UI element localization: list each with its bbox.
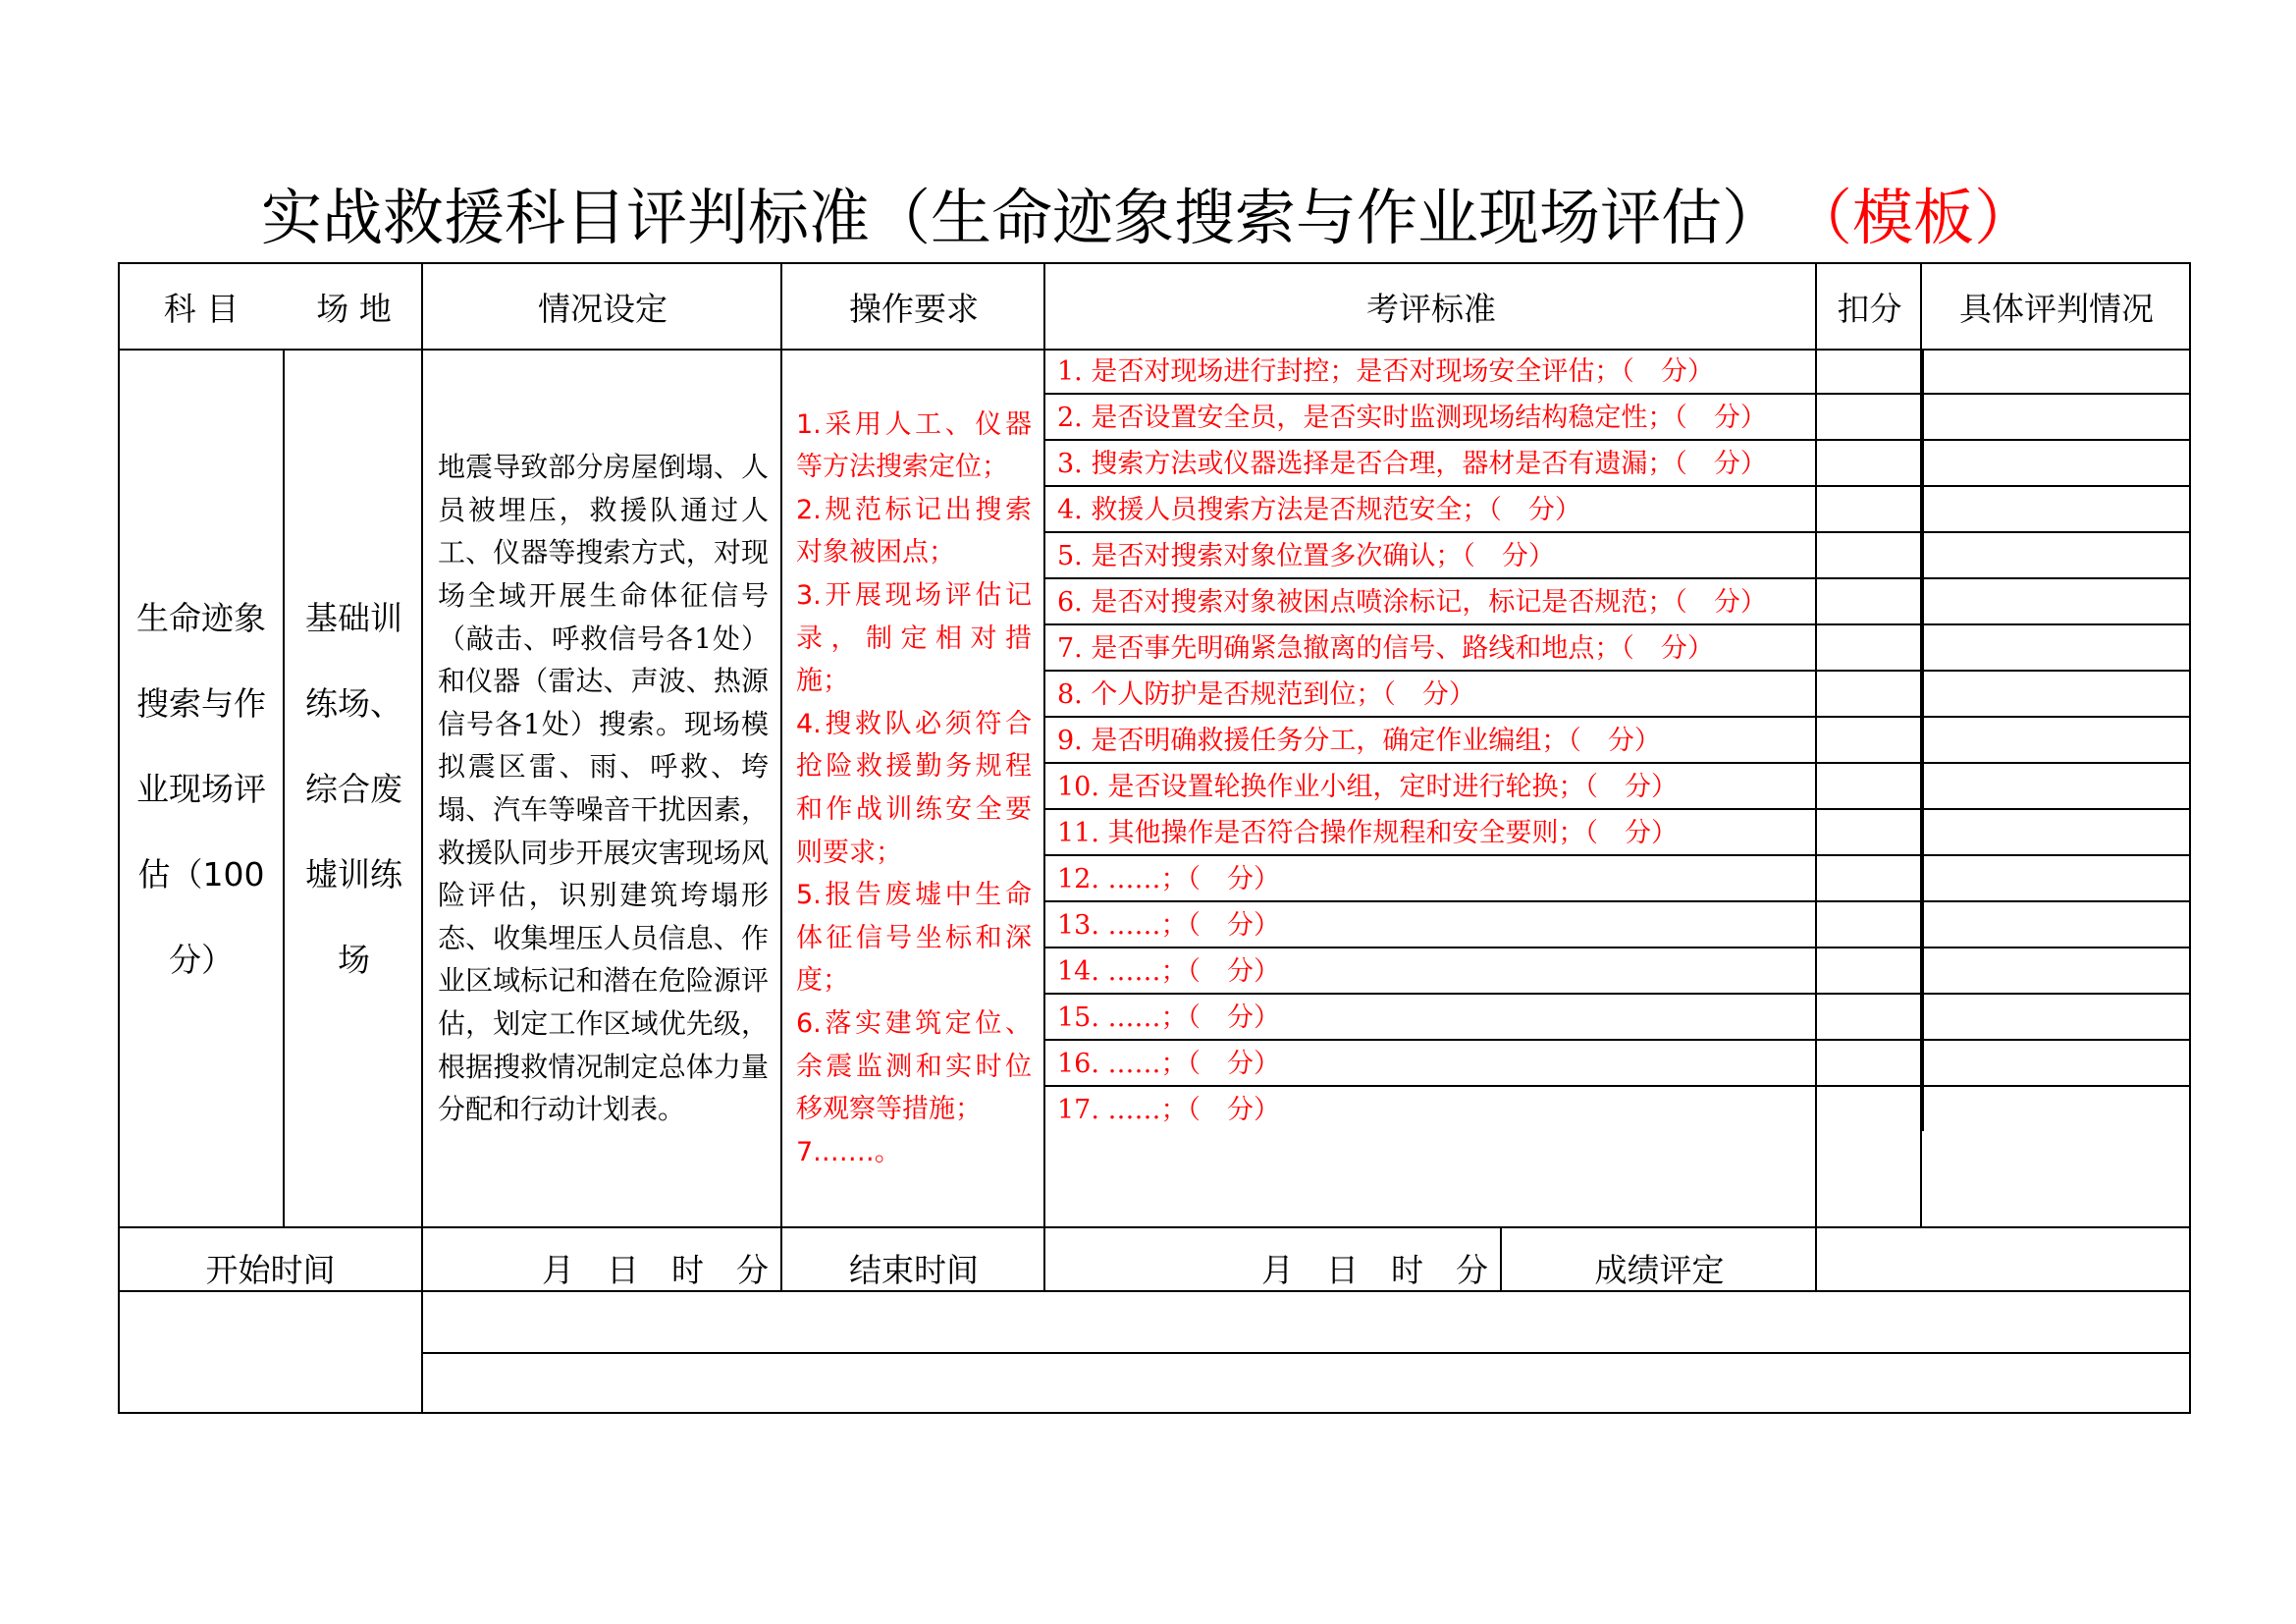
deduct-score-field[interactable] (1815, 948, 1922, 993)
criteria-text: 15. ……；（ 分） (1057, 1002, 1281, 1033)
end-time-field[interactable]: 月 日 时 分 (1261, 1251, 1488, 1289)
document-title (0, 179, 2296, 257)
criteria-row (1043, 672, 2191, 718)
detail-judgement-field[interactable] (1922, 995, 2191, 1039)
criteria-row (1043, 441, 2191, 487)
criteria-text: 2. 是否设置安全员，是否实时监测现场结构稳定性；（ 分） (1057, 403, 1767, 433)
header-deduct: 扣分 (1837, 289, 1902, 328)
criteria-text: 3. 搜索方法或仪器选择是否合理，器材是否有遗漏；（ 分） (1057, 449, 1767, 479)
detail-judgement-field[interactable] (1922, 948, 2191, 993)
operation-text: 1.采用人工、仪器等方法搜索定位； 2.规范标记出搜索对象被困点； 3.开展现场评估记录，制定相对措施； 4.搜救队必须符合抢险救援勤务规程和作战训练安全要则要求； 5.报告废墟中生命体征信号坐标和深度； 6.落实建筑定位、余震监测和实时位移观察等措施； 7.……。 (796, 408, 1032, 1167)
criteria-text: 6. 是否对搜索对象被困点喷涂标记，标记是否规范；（ 分） (1057, 587, 1767, 618)
detail-judgement-field[interactable] (1922, 487, 2191, 531)
deduct-score-field[interactable] (1815, 995, 1922, 1039)
deduct-score-field[interactable] (1815, 718, 1922, 762)
divider (120, 1226, 2191, 1228)
detail-judgement-field[interactable] (1922, 1087, 2191, 1131)
deduct-score-field[interactable] (1815, 625, 1922, 670)
detail-judgement-field[interactable] (1922, 902, 2191, 947)
criteria-row (1043, 579, 2191, 625)
divider (780, 264, 782, 1292)
detail-judgement-field[interactable] (1922, 810, 2191, 854)
subject-text: 生命迹象搜索与作业现场评估（100分） (136, 598, 266, 979)
deduct-score-field[interactable] (1815, 533, 1922, 577)
deduct-score-field[interactable] (1815, 1041, 1922, 1085)
criteria-text: 7. 是否事先明确紧急撤离的信号、路线和地点；（ 分） (1057, 633, 1714, 664)
header-subject: 科 目 (163, 289, 240, 328)
criteria-text: 4. 救援人员搜索方法是否规范安全；（ 分） (1057, 495, 1581, 525)
criteria-text: 5. 是否对搜索对象位置多次确认；（ 分） (1057, 541, 1555, 571)
criteria-text: 1. 是否对现场进行封控；是否对现场安全评估；（ 分） (1057, 356, 1714, 387)
criteria-row (1043, 948, 2191, 995)
start-time-field[interactable]: 月 日 时 分 (542, 1251, 769, 1289)
header-site: 场 地 (316, 289, 392, 328)
criteria-text: 12. ……；（ 分） (1057, 864, 1281, 894)
deduct-score-field[interactable] (1815, 764, 1922, 808)
criteria-row (1043, 395, 2191, 441)
subject-cell (120, 351, 283, 1226)
criteria-row (1043, 718, 2191, 764)
title-main: 实战救援科目评判标准（生命迹象搜索与作业现场评估） (260, 182, 1783, 253)
criteria-text: 17. ……；（ 分） (1057, 1095, 1281, 1125)
deduct-score-field[interactable] (1815, 487, 1922, 531)
situation-text: 地震导致部分房屋倒塌、人员被埋压，救援队通过人工、仪器等搜索方式，对现场全域开展生命体征信号（敲击、呼救信号各1处）和仪器（雷达、声波、热源信号各1处）搜索。现场模拟震区雷、雨、呼救、垮塌、汽车等噪音干扰因素，救援队同步开展灾害现场风险评估，识别建筑垮塌形态、收集埋压人员信息、作业区域标记和潜在危险源评估，划定工作区域优先级，根据搜救情况制定总体力量分配和行动计划表。 (438, 451, 769, 1126)
criteria-row (1043, 764, 2191, 810)
detail-judgement-field[interactable] (1922, 349, 2191, 393)
criteria-text: 10. 是否设置轮换作业小组，定时进行轮换；（ 分） (1057, 772, 1679, 802)
header-situation: 情况设定 (538, 289, 667, 328)
criteria-row (1043, 533, 2191, 579)
detail-judgement-field[interactable] (1922, 1041, 2191, 1085)
deduct-score-field[interactable] (1815, 672, 1922, 716)
header-operation: 操作要求 (849, 289, 979, 328)
divider (421, 1352, 2191, 1354)
evaluation-table (118, 262, 2191, 1414)
criteria-row (1043, 487, 2191, 533)
grade-label: 成绩评定 (1594, 1251, 1725, 1289)
situation-cell (423, 351, 782, 1226)
criteria-text: 9. 是否明确救援任务分工，确定作业编组；（ 分） (1057, 726, 1661, 756)
notes-field-1[interactable] (423, 1292, 2191, 1352)
criteria-text: 8. 个人防护是否规范到位；（ 分） (1057, 679, 1475, 710)
deduct-score-field[interactable] (1815, 395, 1922, 439)
criteria-text: 13. ……；（ 分） (1057, 910, 1281, 941)
detail-judgement-field[interactable] (1922, 764, 2191, 808)
grade-field[interactable] (1819, 1228, 2191, 1290)
notes-field-2[interactable] (423, 1354, 2191, 1414)
deduct-score-field[interactable] (1815, 856, 1922, 900)
divider (1500, 1226, 1502, 1292)
title-template-tag: （模板） (1822, 182, 2036, 253)
detail-judgement-field[interactable] (1922, 856, 2191, 900)
deduct-score-field[interactable] (1815, 579, 1922, 623)
divider (421, 264, 423, 1414)
site-cell (285, 351, 423, 1226)
criteria-row (1043, 1041, 2191, 1087)
divider (1815, 264, 1817, 1292)
deduct-score-field[interactable] (1815, 902, 1922, 947)
end-time-label: 结束时间 (849, 1251, 979, 1289)
criteria-row (1043, 856, 2191, 902)
criteria-row (1043, 1087, 2191, 1131)
header-criteria: 考评标准 (1366, 289, 1496, 328)
criteria-row (1043, 625, 2191, 672)
criteria-row (1043, 902, 2191, 948)
criteria-row (1043, 349, 2191, 395)
divider (1043, 264, 1045, 1292)
criteria-text: 11. 其他操作是否符合操作规程和安全要则；（ 分） (1057, 818, 1679, 848)
deduct-score-field[interactable] (1815, 1087, 1922, 1131)
divider (283, 349, 285, 1228)
detail-judgement-field[interactable] (1922, 533, 2191, 577)
detail-judgement-field[interactable] (1922, 579, 2191, 623)
criteria-text: 16. ……；（ 分） (1057, 1049, 1281, 1079)
deduct-score-field[interactable] (1815, 810, 1922, 854)
detail-judgement-field[interactable] (1922, 718, 2191, 762)
detail-judgement-field[interactable] (1922, 395, 2191, 439)
deduct-score-field[interactable] (1815, 441, 1922, 485)
start-time-label: 开始时间 (205, 1251, 336, 1289)
criteria-row (1043, 995, 2191, 1041)
header-detail: 具体评判情况 (1959, 289, 2154, 328)
notes-label-cell (120, 1292, 421, 1414)
deduct-score-field[interactable] (1815, 349, 1922, 393)
criteria-row (1043, 810, 2191, 856)
divider (120, 349, 2191, 351)
divider (1920, 264, 1922, 1228)
detail-judgement-field[interactable] (1922, 672, 2191, 716)
detail-judgement-field[interactable] (1922, 441, 2191, 485)
criteria-list (1043, 349, 2191, 1226)
divider (120, 1290, 2191, 1292)
site-text: 基础训练场、综合废墟训练场 (305, 598, 402, 979)
detail-judgement-field[interactable] (1922, 625, 2191, 670)
criteria-text: 14. ……；（ 分） (1057, 956, 1281, 987)
operation-cell (782, 351, 1045, 1226)
